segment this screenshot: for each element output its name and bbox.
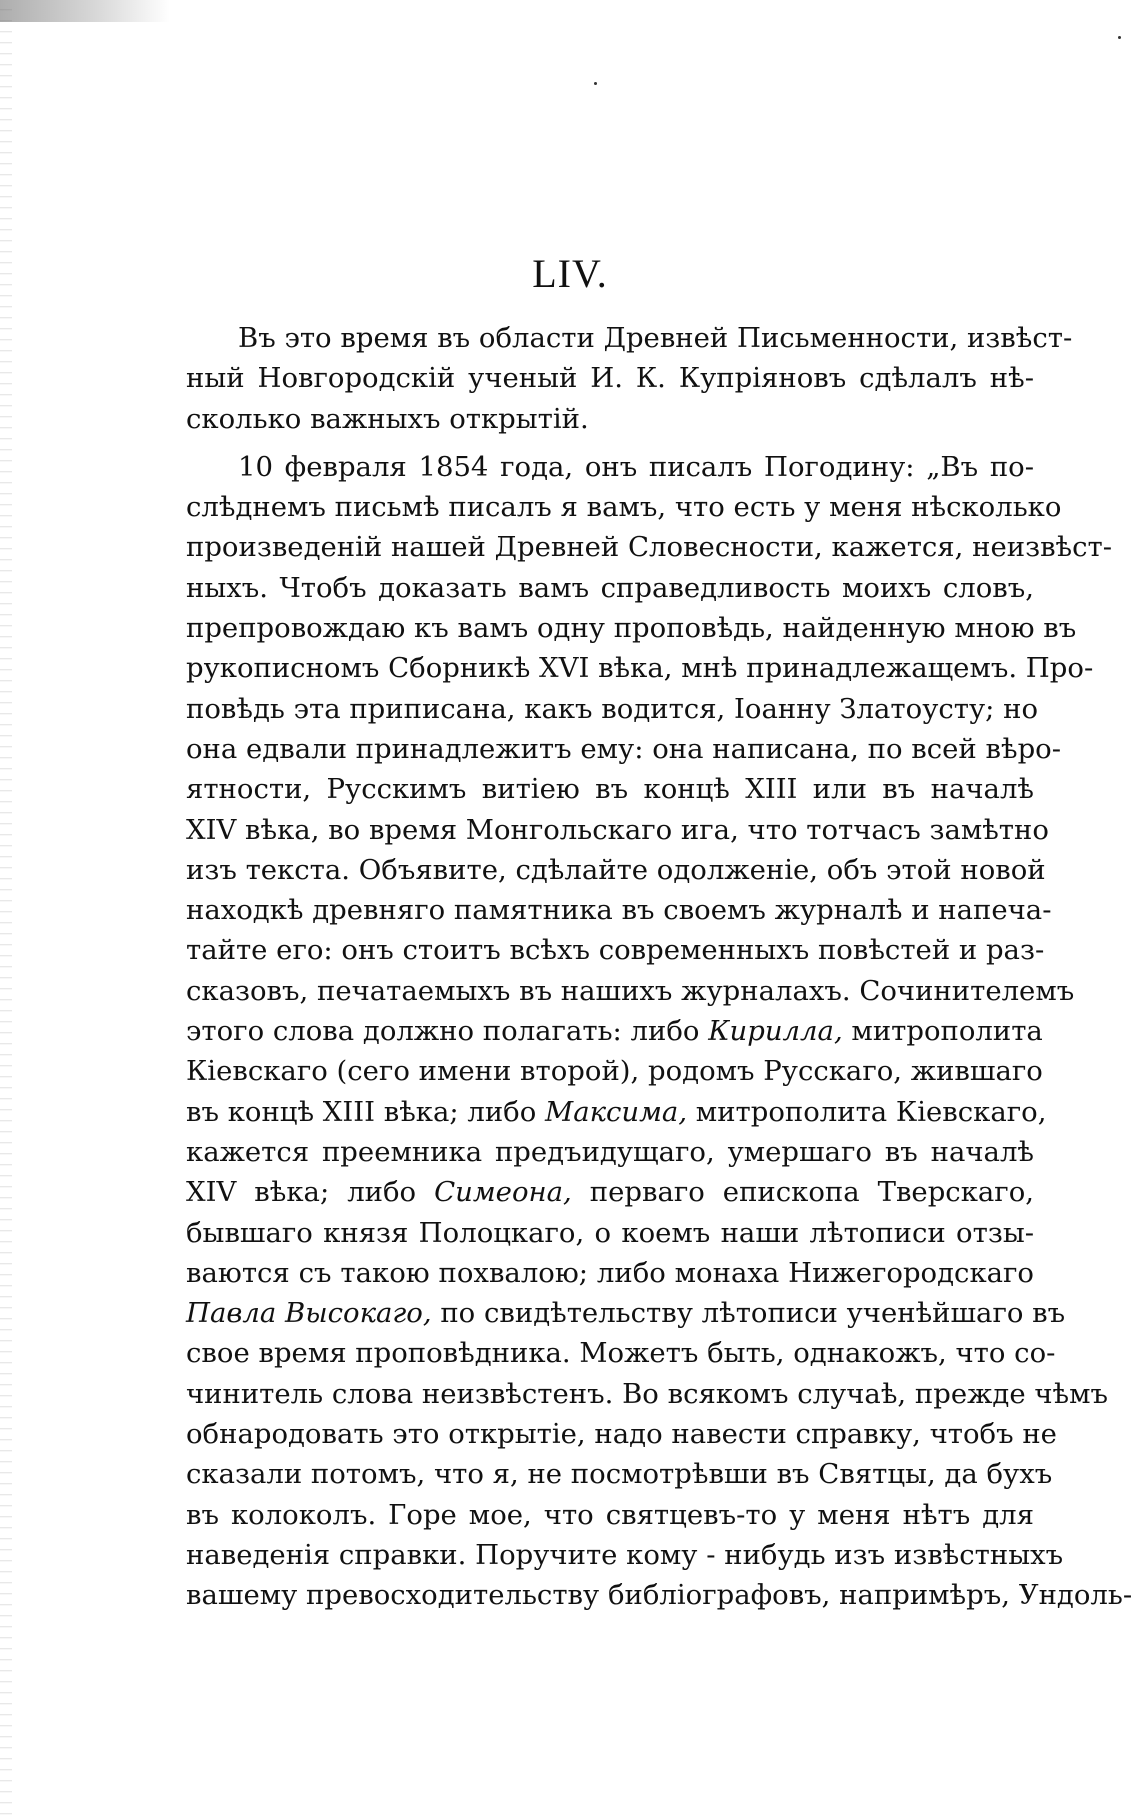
text-line: кажется преемника предъидущаго, умершаго въ началѣ — [186, 1135, 1034, 1168]
scan-corner-smudge — [0, 0, 170, 22]
text-line: сказали потомъ, что я, не посмотрѣвши въ Святцы, да бухъ — [186, 1458, 1053, 1491]
text-line: свое время проповѣдника. Можетъ быть, однакожъ, что со- — [186, 1337, 1056, 1370]
text-line: наведенія справки. Поручите кому - нибудь изъ извѣстныхъ — [186, 1538, 1064, 1571]
italic-name-pavel: Павла Высокаго, — [186, 1297, 432, 1330]
text-line: 10 февраля 1854 года, онъ писалъ Погодину: „Въ по- — [238, 450, 1034, 483]
text-line: обнародовать это открытіе, надо навести справку, чтобъ не — [186, 1418, 1057, 1451]
paragraph-gap — [186, 439, 1034, 447]
body-text — [186, 318, 1133, 1616]
text-line: чинитель слова неизвѣстенъ. Во всякомъ случаѣ, прежде чѣмъ — [186, 1377, 1108, 1410]
text-line — [186, 1172, 1034, 1212]
text-run: XIV вѣка; либо — [186, 1176, 435, 1209]
scan-speck — [594, 82, 597, 85]
text-run: этого слова должно полагать: либо — [186, 1015, 709, 1048]
text-line — [186, 1293, 1066, 1333]
text-line: Въ это время въ области Древней Письменности, извѣст- — [238, 322, 1073, 354]
text-line — [186, 1011, 1043, 1051]
text-line: сколько важныхъ открытій. — [186, 402, 589, 435]
text-line: Кіевскаго (сего имени второй), родомъ Русскаго, жившаго — [186, 1055, 1043, 1088]
chapter-heading: LIV. — [532, 251, 608, 296]
text-run: по свидѣтельству лѣтописи ученѣйшаго въ — [431, 1297, 1066, 1330]
text-line — [186, 1092, 1047, 1132]
italic-name-kirill: Кирилла, — [708, 1015, 843, 1048]
text-line: рукописномъ Сборникѣ XVI вѣка, мнѣ принадлежащемъ. Про- — [186, 652, 1094, 685]
text-run: митрополита Кіевскаго, — [687, 1095, 1047, 1128]
text-line: повѣдь эта приписана, какъ водится, Іоанну Златоусту; но — [186, 692, 1039, 725]
text-line: въ колоколъ. Горе мое, что святцевъ-то у меня нѣтъ для — [186, 1498, 1034, 1531]
text-line: ныхъ. Чтобъ доказать вамъ справедливость моихъ словъ, — [186, 571, 1034, 604]
text-line: слѣднемъ письмѣ писалъ я вамъ, что есть у меня нѣсколько — [186, 491, 1062, 524]
text-line: XIV вѣка, во время Монгольскаго ига, что тотчасъ замѣтно — [186, 813, 1049, 846]
text-run: въ концѣ XIII вѣка; либо — [186, 1095, 546, 1128]
text-line: она едвали принадлежитъ ему: она написана, по всей вѣро- — [186, 732, 1062, 765]
text-line: ный Новгородскій ученый И. К. Купріяновъ сдѣлалъ нѣ- — [186, 362, 1034, 395]
scan-speck — [1118, 36, 1121, 39]
italic-name-maksim: Максима, — [545, 1095, 688, 1128]
text-line: тайте его: онъ стоитъ всѣхъ современныхъ повѣстей и раз- — [186, 934, 1045, 967]
text-line: ваются съ такою похвалою; либо монаха Нижегородскаго — [186, 1256, 1034, 1289]
text-line: находкѣ древняго памятника въ своемъ журналѣ и напеча- — [186, 894, 1052, 927]
italic-name-simeon: Симеона, — [434, 1176, 572, 1209]
text-line: произведеній нашей Древней Словесности, кажется, неизвѣст- — [186, 531, 1113, 564]
text-line: вашему превосходительству библіографовъ, напримѣръ, Ундоль- — [186, 1579, 1133, 1612]
text-line: бывшаго князя Полоцкаго, о коемъ наши лѣтописи отзы- — [186, 1216, 1034, 1249]
text-run: митрополита — [842, 1015, 1043, 1048]
text-line: препровождаю къ вамъ одну проповѣдь, найденную мною въ — [186, 612, 1077, 645]
text-line: сказовъ, печатаемыхъ въ нашихъ журналахъ. Сочинителемъ — [186, 974, 1075, 1007]
text-line: изъ текста. Объявите, сдѣлайте одолженіе, объ этой новой — [186, 853, 1046, 886]
text-line: ятности, Русскимъ витіею въ концѣ XIII или въ началѣ — [186, 773, 1034, 806]
text-run: перваго епископа Тверскаго, — [571, 1176, 1034, 1209]
